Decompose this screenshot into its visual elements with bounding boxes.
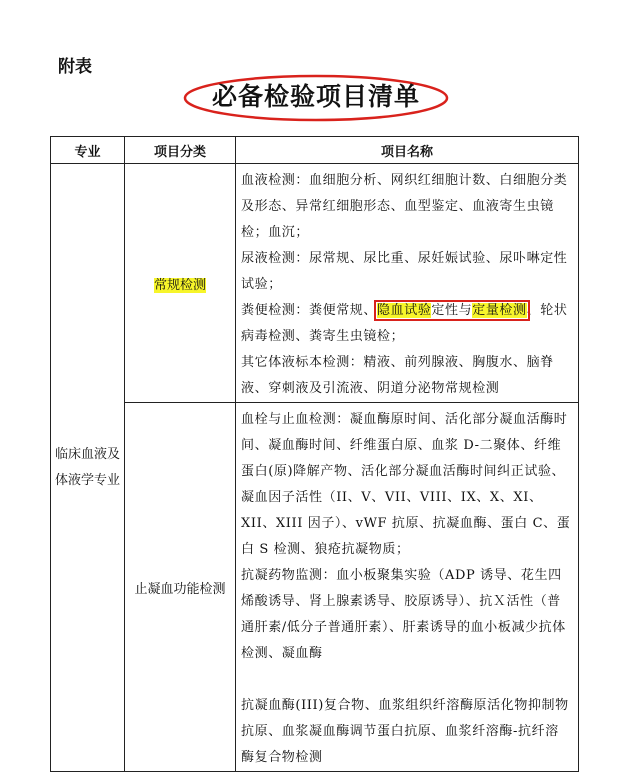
other-fluid-text: 其它体液标本检测：精液、前列腺液、胸腹水、脑脊液、穿刺液及引流液、阴道分泌物常规检测 — [241, 355, 554, 396]
header-category: 项目分类 — [125, 137, 236, 164]
page-title: 必备检验项目清单 — [211, 82, 420, 111]
occult-blood-highlight: 隐血试验 — [377, 303, 432, 318]
blood-test-text: 血液检测：血细胞分析、网织红细胞计数、白细胞分类及形态、异常红细胞形态、血型鉴定、血液寄生虫镜检；血沉； — [241, 173, 568, 240]
quantitative-highlight: 定量检测 — [472, 303, 527, 318]
category-routine-label: 常规检测 — [153, 277, 206, 293]
items-cell-routine — [236, 164, 579, 403]
major-cell: 临床血液及体液学专业 — [51, 164, 125, 772]
complex-text: 抗凝血酶(III)复合物、血浆组织纤溶酶原活化物抑制物抗原、血浆凝血酶调节蛋白抗原、血浆纤溶酶-抗纤溶酶复合物检测 — [241, 698, 569, 765]
blank-line — [241, 667, 572, 693]
inspection-items-table — [50, 136, 579, 772]
category-cell-routine — [125, 164, 236, 403]
header-items: 项目名称 — [236, 137, 579, 164]
hemostasis-text: 血栓与止血检测：凝血酶原时间、活化部分凝血活酶时间、凝血酶时间、纤维蛋白原、血浆 D-二聚体、纤维蛋白(原)降解产物、活化部分凝血活酶时间纠正试验、凝血因子活性（II、V、VII、VIII、IX、X、XI、XII、XIII 因子）、vWF 抗原、抗凝血酶、蛋白 C、蛋白 S 检测、狼疮抗凝物质； — [241, 412, 571, 557]
urine-test-text: 尿液检测：尿常规、尿比重、尿妊娠试验、尿卟啉定性试验； — [241, 251, 568, 292]
category-cell-coag: 止凝血功能检测 — [125, 403, 236, 772]
anticoag-drug-text: 抗凝药物监测：血小板聚集实验（ADP 诱导、花生四烯酸诱导、肾上腺素诱导、胶原诱导）、抗Ｘ活性（普通肝素/低分子普通肝素）、肝素诱导的血小板减少抗体检测、凝血酶 — [241, 568, 566, 661]
table-row — [51, 164, 579, 403]
table-row — [51, 403, 579, 772]
title-block — [183, 73, 449, 123]
header-major: 专业 — [51, 137, 125, 164]
table-header-row — [51, 137, 579, 164]
appendix-label: 附表 — [58, 57, 92, 77]
red-box-annotation: 隐血试验定性与定量检测 — [377, 303, 527, 318]
items-cell-coag — [236, 403, 579, 772]
stool-test-text: 粪便检测：粪便常规、隐血试验定性与定量检测、轮状病毒检测、粪寄生虫镜检； — [241, 303, 568, 344]
